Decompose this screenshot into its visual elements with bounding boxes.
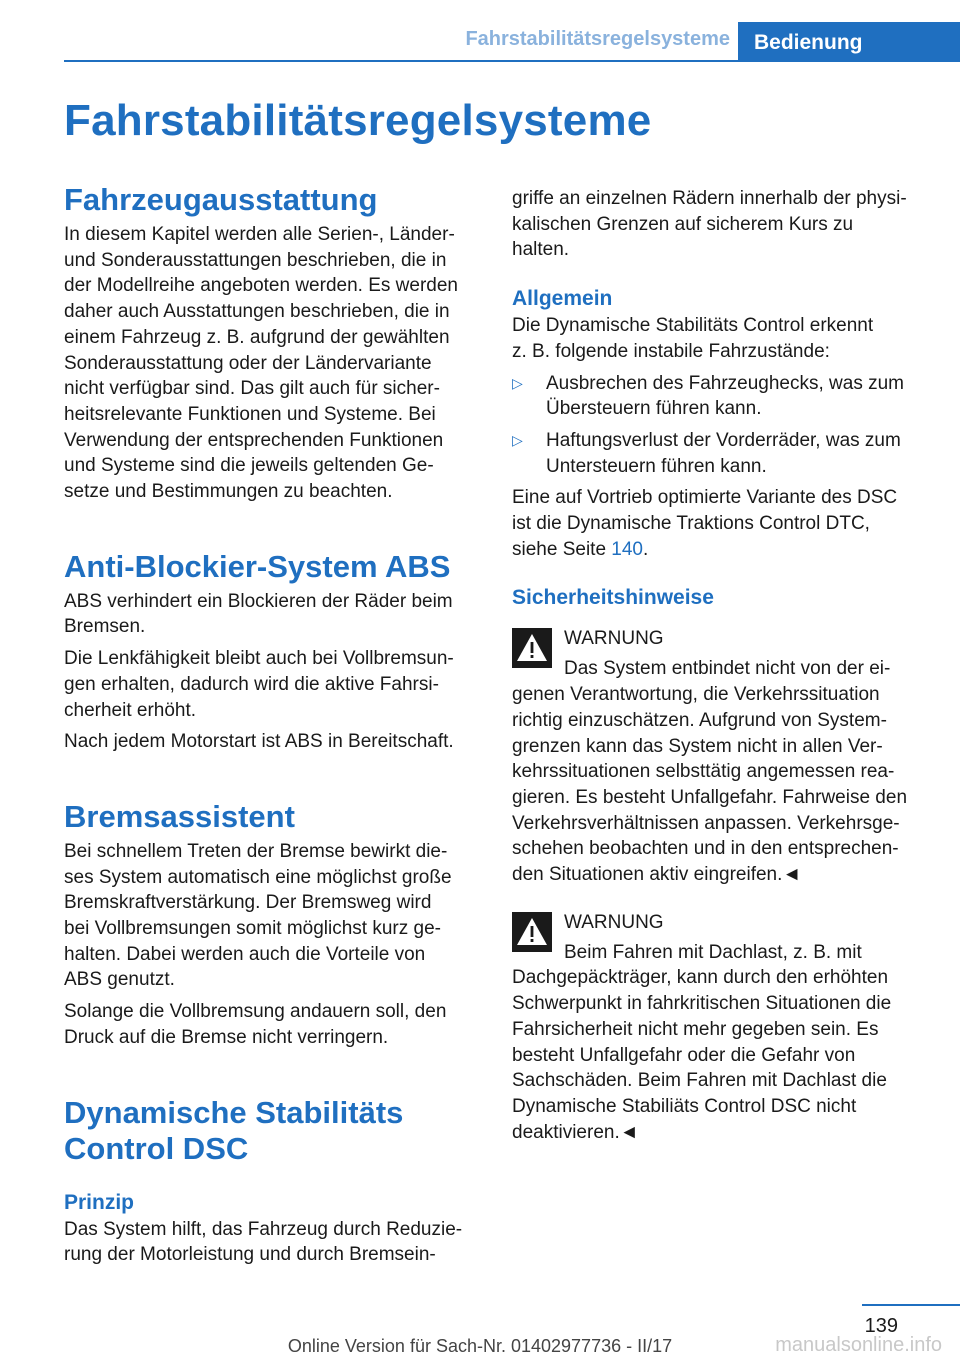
heading-bremsassistent: Bremsassistent — [64, 798, 295, 834]
watermark: manualsonline.info — [775, 1334, 942, 1356]
right-column — [512, 186, 932, 1145]
footer-rule — [862, 1304, 960, 1306]
prinzip-continuation: griffe an einzelnen Rädern innerhalb der physi- kalischen Grenzen auf sicherem Kurs zu halten. — [512, 188, 907, 261]
bremsassistent-paragraph-1: Bei schnellem Treten der Bremse bewirkt die- ses System automatisch eine möglichst große Bremskraftverstärkung. Der Bremsweg wird bei Vollbremsungen somit möglichst kurz ge- halten. Dabei werden auch die Vorteile von ABS genutzt. — [64, 840, 452, 991]
abs-paragraph-3: Nach jedem Motorstart ist ABS in Bereitschaft. — [64, 731, 454, 753]
page-number: 139 — [864, 1315, 898, 1337]
warning-label: WARNUNG — [564, 911, 664, 933]
heading-fahrzeugausstattung: Fahrzeugausstattung — [64, 182, 378, 217]
list-item: ▷ Haftungsverlust der Vorderräder, was zum Untersteuern führen kann. — [512, 428, 932, 479]
heading-abs: Anti-Blockier-System ABS — [64, 548, 451, 584]
warning-text-first-line: Beim Fahren mit Dachlast, z. B. mit — [564, 941, 862, 963]
abs-paragraph-2: Die Lenkfähigkeit bleibt auch bei Vollbremsun- gen erhalten, dadurch wird die aktive Fahrsi- cherheit erhöht. — [64, 648, 454, 721]
warning-text: Dachgepäckträger, kann durch den erhöhten Schwerpunkt in fahrkritischen Situationen die Fahrsicherheit nicht mehr gegeben sein. Es besteht Unfallgefahr oder die Gefahr von Sachschäden. Beim Fahren mit Dachlast die Dynamische Stabiliäts Control DSC nicht deaktivieren.◄ — [512, 967, 892, 1143]
triangle-bullet-icon: ▷ — [512, 431, 523, 448]
abs-paragraph-1: ABS verhindert ein Blockieren der Räder beim Bremsen. — [64, 590, 453, 638]
heading-sicherheitshinweise: Sicherheitshinweise — [512, 586, 714, 610]
footer-online-version: Online Version für Sach-Nr. 01402977736 - II/17 — [287, 1336, 673, 1356]
dtc-paragraph: Eine auf Vortrieb optimierte Variante des DSC ist die Dynamische Traktions Control DTC, siehe Seite 140. — [512, 487, 898, 560]
header-tab-bedienung: Bedienung — [738, 22, 960, 62]
prinzip-text: Das System hilft, das Fahrzeug durch Reduzie- rung der Motorleistung und durch Bremsein- — [64, 1218, 463, 1266]
triangle-bullet-icon: ▷ — [512, 374, 523, 391]
warning-text: genen Verantwortung, die Verkehrssituation richtig einzuschätzen. Aufgrund von System- grenzen kann das System nicht in allen Ver- kehrssituationen selbsttätig angemessen rea- gieren. Es besteht Unfallgefahr. Fahrweise den Verkehrsverhältnissen anpassen. Verkehrsge- schehen beobachten und in den entsprechen- den Situationen aktiv eingreifen.◄ — [512, 684, 908, 886]
warning-box-2 — [512, 910, 932, 1146]
heading-allgemein: Allgemein — [512, 287, 613, 311]
fahrzeugausstattung-text: In diesem Kapitel werden alle Serien-, Länder- und Sonderausstattungen beschrieben, die in der Modellreihe angeboten werden. Es werden daher auch Ausstattungen beschrieben, die in einem Fahrzeug z. B. aufgrund der gewählten Sonderausstattung oder der Ländervariante nicht verfügbar sind. Das gilt auch für sicher- heitsrelevante Funktionen und Systeme. Bei Verwendung der entsprechenden Funktionen und Systeme sind die jeweils geltenden Ge- setze und Bestimmungen zu beachten. — [64, 224, 458, 503]
heading-prinzip: Prinzip — [64, 1190, 135, 1214]
warning-text-first-line: Das System entbindet nicht von der ei- — [564, 658, 891, 680]
list-item: ▷ Ausbrechen des Fahrzeughecks, was zum Übersteuern führen kann. — [512, 371, 932, 422]
warning-label: WARNUNG — [564, 628, 664, 650]
page-reference-link[interactable]: 140 — [611, 538, 643, 560]
bremsassistent-paragraph-2: Solange die Vollbremsung andauern soll, den Druck auf die Bremse nicht verringern. — [64, 1001, 447, 1048]
warning-box-1 — [512, 626, 932, 887]
header-section-title: Fahrstabilitätsregelsysteme — [465, 28, 730, 50]
warning-icon — [512, 628, 552, 668]
page-title: Fahrstabilitätsregelsysteme — [64, 96, 652, 145]
heading-dsc: Dynamische Stabilitäts Control DSC — [64, 1094, 404, 1166]
warning-icon — [512, 912, 552, 952]
allgemein-intro: Die Dynamische Stabilitäts Control erkennt z. B. folgende instabile Fahrzustände: — [512, 315, 874, 362]
left-column — [64, 182, 484, 1268]
header-rule — [64, 60, 960, 62]
